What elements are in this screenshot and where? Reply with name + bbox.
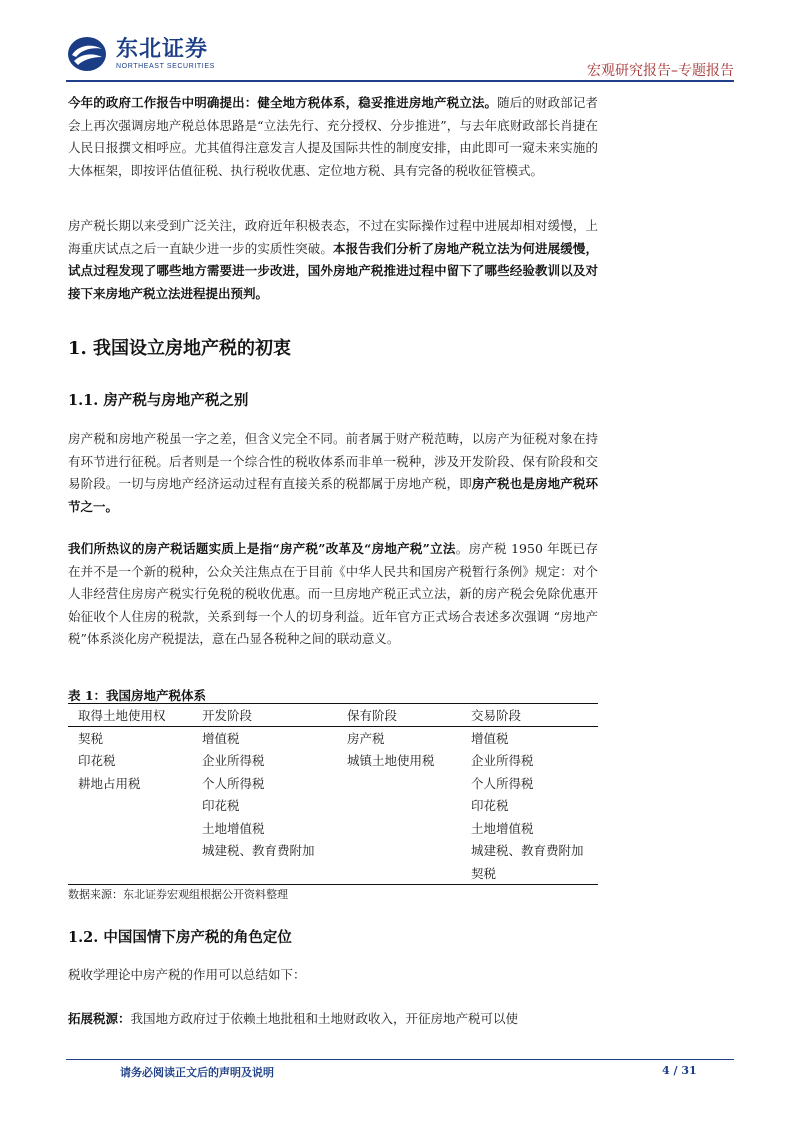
s12-p2-text: 我国地方政府过于依赖土地批租和土地财政收入，开征房地产税可以使 — [130, 1011, 519, 1026]
intro-p2-bold: 本报告我们分析了房地产税立法为何进展缓慢，试点过程发现了哪些地方需要进一步改进，国外房地产税推进过程中留下了哪些经验教训以及对接下来房地产税立法进程提出预判。 — [68, 240, 598, 301]
table-cell — [68, 794, 192, 817]
table-row — [68, 839, 598, 862]
table-cell — [337, 794, 461, 817]
s12-p1-text: 税收学理论中房产税的作用可以总结如下： — [68, 967, 306, 982]
footer-disclaimer: 请务必阅读正文后的声明及说明 — [120, 1066, 274, 1079]
s11-p2-bold: 我们所热议的房产税话题实质上是指“房产税”改革及“房地产税”立法 — [68, 541, 456, 556]
table-row — [68, 816, 598, 839]
section-1-heading: 1. 我国设立房地产税的初衷 — [68, 338, 292, 359]
table-row — [68, 771, 598, 794]
table-row — [68, 862, 598, 885]
table-cell — [68, 862, 192, 885]
table-cell: 印花税 — [78, 752, 116, 768]
table-cell: 城镇土地使用税 — [347, 752, 435, 768]
report-type-title: 宏观研究报告–专题报告 — [587, 63, 734, 79]
section-1-1-heading: 1.1. 房产税与房地产税之别 — [68, 392, 249, 409]
table-cell: 耕地占用税 — [78, 775, 141, 791]
s11-p1-text: 房产税和房地产税虽一字之差，但含义完全不同。前者属于财产税范畴，以房产为征税对象在持有环节进行征税。后者则是一个综合性的税收体系而非单一税种，涉及开发阶段、保有阶段和交易阶段。一切与房地产经济运动过程有直接关系的税都属于房地产税，即 — [68, 431, 598, 491]
table-row — [68, 726, 598, 749]
table-header-cell: 保有阶段 — [337, 704, 461, 727]
table-row — [68, 749, 598, 772]
footer-divider — [66, 1059, 734, 1060]
table-cell: 城建税、教育费附加 — [202, 843, 315, 859]
section-1-1-paragraph-1 — [68, 428, 598, 518]
table-cell: 城建税、教育费附加 — [471, 843, 584, 859]
table-cell: 土地增值税 — [202, 820, 265, 836]
table-cell — [68, 816, 192, 839]
table-caption: 表 1：我国房地产税体系 — [68, 688, 207, 703]
header-divider — [66, 80, 734, 82]
section-1-1-paragraph-2 — [68, 538, 598, 651]
section-1-2-heading: 1.2. 中国国情下房产税的角色定位 — [68, 929, 292, 946]
table-cell: 企业所得税 — [202, 752, 265, 768]
section-1-2-paragraph-1 — [68, 964, 598, 987]
table-cell: 土地增值税 — [471, 820, 534, 836]
table-cell: 个人所得税 — [202, 775, 265, 791]
tax-system-table — [68, 703, 598, 885]
table-cell — [337, 771, 461, 794]
page-header — [66, 28, 734, 80]
table-cell: 增值税 — [471, 730, 509, 746]
intro-paragraph-1 — [68, 92, 598, 182]
table-cell: 个人所得税 — [471, 775, 534, 791]
table-cell: 企业所得税 — [471, 752, 534, 768]
intro-p1-bold: 今年的政府工作报告中明确提出：健全地方税体系，稳妥推进房地产税立法。 — [68, 95, 498, 110]
table-cell — [68, 839, 192, 862]
table-cell — [192, 862, 337, 885]
intro-p2-text: 房产税长期以来受到广泛关注，政府近年积极表态，不过在实际操作过程中进展却相对缓慢，上海重庆试点之后一直缺少进一步的实质性突破。 — [68, 218, 598, 256]
table-cell: 增值税 — [202, 730, 240, 746]
table-header-cell: 取得土地使用权 — [68, 704, 192, 727]
table-cell: 契税 — [461, 862, 598, 885]
table-header-cell: 开发阶段 — [192, 704, 337, 727]
table-cell: 房产税 — [347, 730, 385, 746]
company-logo — [66, 34, 266, 74]
table-cell — [337, 816, 461, 839]
s11-p2-text: 。房产税 1950 年既已存在并不是一个新的税种，公众关注焦点在于目前《中华人民共和国房产税暂行条例》规定：对个人非经营住房房产税实行免税的税收优惠。而一旦房地产税正式立法，新的房产税会免除优惠开始征收个人住房的税款，关系到每一个人的切身利益。近年官方正式场合表述多次强调 “房地产税”体系淡化房产税提法，意在凸显各税种之间的联动意义。 — [68, 541, 598, 646]
s12-p2-bold: 拓展税源： — [68, 1011, 131, 1026]
logo-cn-text: 东北证券 — [116, 36, 209, 62]
table-cell: 印花税 — [202, 798, 240, 814]
logo-emblem-icon — [66, 35, 108, 73]
table-cell: 契税 — [78, 730, 104, 746]
table-cell: 印花税 — [471, 798, 509, 814]
table-header-cell: 交易阶段 — [461, 704, 598, 727]
s11-p1-bold: 房产税也是房地产税环节之一。 — [68, 476, 598, 514]
section-1-2-paragraph-2 — [68, 1008, 598, 1031]
table-source-note: 数据来源：东北证券宏观组根据公开资料整理 — [68, 888, 288, 901]
intro-p1-text: 随后的财政部记者会上再次强调房地产税总体思路是“立法先行、充分授权、分步推进”，与去年底财政部长肖捷在人民日报撰文相呼应。尤其值得注意发言人提及国际共性的制度安排，由此即可一窥未来实施的大体框架，即按评估值征税、执行税收优惠、定位地方税、具有完备的税收征管模式。 — [68, 95, 598, 178]
logo-en-text: NORTHEAST SECURITIES — [116, 62, 215, 70]
table-cell — [337, 862, 461, 885]
page-number: 4 / 31 — [662, 1064, 697, 1077]
intro-paragraph-2 — [68, 215, 598, 305]
table-header-row — [68, 704, 598, 727]
table-row — [68, 794, 598, 817]
table-cell — [337, 839, 461, 862]
